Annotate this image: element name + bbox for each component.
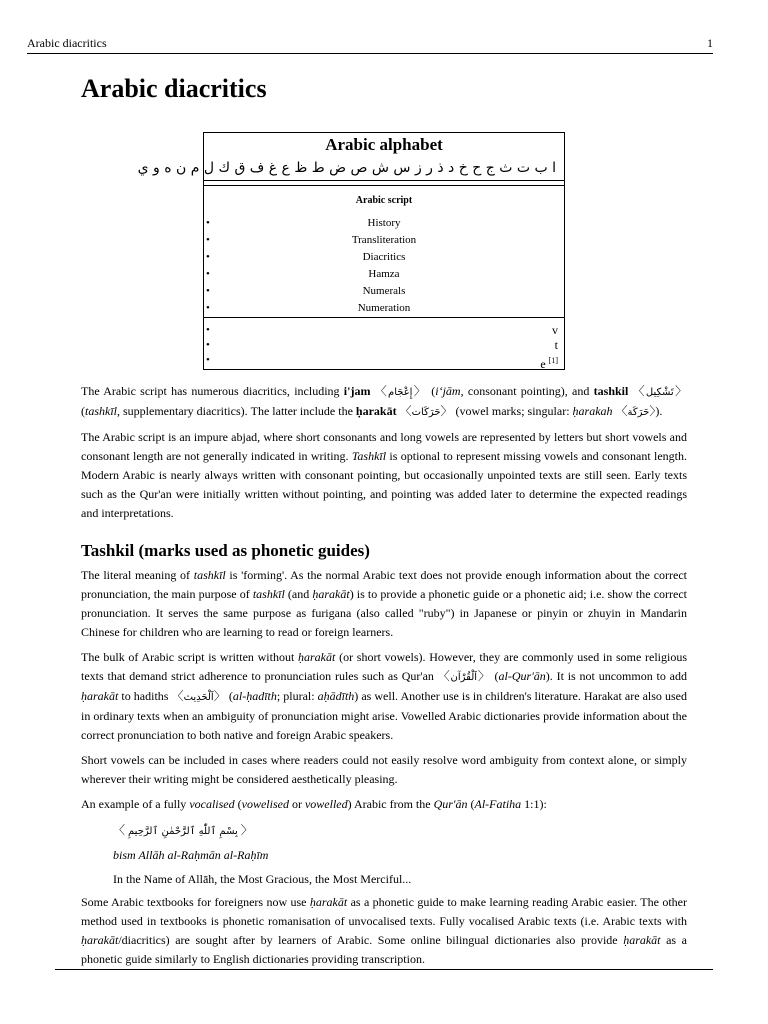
section-paragraph: Short vowels can be included in cases where readers could not easily resolve word ambiguity from context alone, or simply wherever their writing might be considered aesthetically pleasing.	[81, 753, 687, 786]
infobox-nav-view[interactable]	[204, 323, 564, 338]
translit-tashkil: tashkīl	[85, 404, 117, 418]
text: , supplementary diacritics). The latter include the	[117, 404, 356, 418]
term: ḥarakāt	[298, 650, 336, 664]
infobox-title[interactable]: Arabic alphabet	[325, 135, 443, 154]
example-transliteration	[113, 845, 687, 866]
text: /diacritics) are sought after by learners of Arabic. Some online bilingual dictionaries also provide	[118, 933, 624, 947]
infobox-letters: ا ب ت ث ج ح خ د ذ ر ز س ش ص ض ط ظ ع غ ف ق ك ل م ن ه و ي	[137, 160, 556, 176]
text: (vowel marks; singular:	[452, 404, 573, 418]
text: as a phonetic guide to make learning reading Arabic easier. The other method used in textbooks is phonetic romanisation of unvocalised texts. Fully vocalised Arabic texts (i.e. Arabic texts with	[81, 895, 687, 928]
footnote-ref[interactable]: [1]	[548, 356, 558, 365]
text: The literal meaning of	[81, 568, 194, 582]
infobox-divider	[204, 180, 564, 181]
term: Qur'ān	[433, 797, 468, 811]
arabic-harakah: حَرَكَة	[627, 407, 650, 418]
arabic-alphabet-infobox	[137, 132, 565, 371]
text: ) as well. Another use is in children's literature. Harakat are also used in ordinary texts when an ambiguity of pronunciation might arise. Vowelled Arabic dictionaries provide information about the correct pronunciation to both native and foreign Arabic speakers.	[81, 689, 687, 742]
text: The Arabic script is an impure abjad, where short consonants and long vowels are represented by letters but short vowels and consonant length are not generally indicated in writing.	[81, 430, 687, 463]
text: ).	[655, 404, 663, 418]
term: ḥarakāt	[81, 933, 119, 947]
text: (or short vowels). However, they are commonly used in some religious texts that demand strict adherence to pronunciation rules such as Qur'an	[81, 650, 687, 683]
translit-ijam: i‘jām	[435, 384, 461, 398]
text: is optional to represent missing vowels and consonant length. Modern Arabic is nearly always written with consonant pointing, but occasionally unpointed texts are still seen. Early texts such as the Qur'an were initially written without pointing, and pointing was added later to determine the expected readings and interpretations.	[81, 449, 687, 520]
infobox-divider	[204, 185, 564, 186]
term: ḥarakāt	[81, 689, 119, 703]
arabic-tashkil: تَشْكِيل	[645, 387, 674, 398]
infobox-topic-list	[204, 215, 564, 317]
intro-paragraph: The Arabic script has numerous diacritics, including i'jam 〈إِعْجَام〉 (i‘jām, consonant pointing), and tashkil 〈تَشْكِيل〉 (tashkīl, supplementary diacritics). The latter include the ḥarakāt 〈حَرَكَات〉 (vowel marks; singular: ḥarakah 〈حَرَكَة〉).	[81, 384, 687, 418]
section-paragraph	[81, 566, 687, 642]
term-tashkil: tashkil	[593, 384, 629, 398]
text: , consonant pointing), and	[460, 384, 594, 398]
term: vowelled	[304, 797, 348, 811]
section-heading: Tashkil (marks used as phonetic guides)	[81, 541, 370, 560]
nav-talk-label[interactable]: t	[554, 338, 558, 352]
infobox-link-numeration[interactable]: • Numeration	[204, 300, 564, 317]
term: Al-Fatiha	[474, 797, 522, 811]
text: ). It is not uncommon to add	[545, 669, 687, 683]
nav-view-label[interactable]: v	[552, 323, 558, 337]
text: Some Arabic textbooks for foreigners now use	[81, 895, 310, 909]
infobox-link-transliteration[interactable]: • Transliteration	[204, 232, 564, 249]
term: tashkīl	[252, 587, 285, 601]
basmala-example	[113, 820, 687, 890]
arabic-quran: اَلْقُرْآن	[450, 672, 478, 683]
infobox-nav-edit[interactable]	[204, 353, 564, 371]
translit-quran: al-Qur'ān	[498, 669, 546, 683]
infobox-link-hamza[interactable]: • Hamza	[204, 266, 564, 283]
arabic-harakat: حَرَكَات	[411, 407, 441, 418]
example-arabic: 〈 بِسْمِ ٱللّٰهِ ٱلرَّحْمٰنِ ٱلرَّحِيمِ 〉	[113, 823, 253, 837]
page-title: Arabic diacritics	[81, 74, 267, 103]
text: The Arabic script has numerous diacritics, including	[81, 384, 344, 398]
text: ) Arabic from the	[347, 797, 434, 811]
text: The bulk of Arabic script is written without	[81, 650, 299, 664]
term-ijam: i'jam	[343, 384, 371, 398]
term: ḥarakāt	[312, 587, 350, 601]
term: tashkīl	[193, 568, 226, 582]
text: ; plural:	[276, 689, 318, 703]
text: (	[467, 797, 475, 811]
arabic-ijam: إِعْجَام	[388, 387, 413, 398]
nav-edit-label[interactable]: e	[540, 357, 546, 371]
page-number: 1	[707, 36, 713, 50]
text: 1:1):	[521, 797, 547, 811]
text: ) is to provide a phonetic guide or a phonetic aid; i.e. show the correct pronunciation. It serves the same purpose as furigana (also called "ruby") in Japanese or pinyin or zhuyin in Mandarin Chinese for children who are learning to read or foreign learners.	[81, 587, 687, 639]
translit-harakah: ḥarakah	[572, 404, 613, 418]
text: (and	[284, 587, 313, 601]
infobox-subtitle[interactable]: Arabic script	[355, 195, 413, 206]
section-paragraph: The bulk of Arabic script is written without ḥarakāt (or short vowels). However, they are commonly used in some religious texts that demand strict adherence to pronunciation rules such as Qur'an 〈اَلْقُرْآن〉 (al-Qur'ān). It is not uncommon to add ḥarakāt to hadiths 〈اَلْحَدِيث〉 (al-ḥadīth; plural: aḥādīth) as well. Another use is in children's literature. Harakat are also used in ordinary texts when an ambiguity of pronunciation might arise. Vowelled Arabic dictionaries provide information about the correct pronunciation to both native and foreign Arabic speakers.	[81, 650, 687, 742]
intro-paragraph	[81, 428, 687, 523]
text: (	[234, 797, 242, 811]
example-translation: In the Name of Allāh, the Most Gracious, the Most Merciful...	[113, 872, 412, 886]
running-header	[27, 36, 713, 54]
term: ḥarakāt	[309, 895, 348, 909]
term: vocalised	[189, 797, 235, 811]
infobox-link-diacritics[interactable]: • Diacritics	[204, 249, 564, 266]
infobox-divider	[204, 317, 564, 318]
section-paragraph	[81, 893, 687, 969]
section-paragraph	[81, 795, 687, 814]
text: or	[288, 797, 305, 811]
footer-rule	[55, 969, 713, 970]
translit-ahadith: aḥādīth	[317, 689, 355, 703]
running-head-title: Arabic diacritics	[27, 36, 107, 50]
term: vowelised	[241, 797, 289, 811]
text: is 'forming'. As the normal Arabic text does not provide enough information about the correct pronunciation, the main purpose of	[81, 568, 687, 601]
term: ḥarakāt	[623, 933, 661, 947]
term-harakat: ḥarakāt	[355, 404, 397, 418]
term-tashkil: Tashkīl	[351, 449, 387, 463]
infobox-nav-links	[204, 323, 564, 371]
text: as a phonetic guide similarly to English dictionaries providing transcription.	[81, 933, 687, 966]
infobox-link-numerals[interactable]: • Numerals	[204, 283, 564, 300]
basmala-transliteration: bism Allāh al-Raḥmān al-Raḥīm	[113, 848, 269, 862]
article-body	[81, 382, 687, 975]
translit-hadith: al-ḥadīth	[232, 689, 277, 703]
infobox-link-history[interactable]: • History	[204, 215, 564, 232]
text: An example of a fully	[81, 797, 190, 811]
infobox-nav-talk[interactable]	[204, 338, 564, 353]
basmala-arabic: بِسْمِ ٱللّٰهِ ٱلرَّحْمٰنِ ٱلرَّحِيمِ	[128, 826, 238, 837]
arabic-hadith: اَلْحَدِيث	[183, 692, 214, 703]
text: to hadiths	[118, 689, 172, 703]
